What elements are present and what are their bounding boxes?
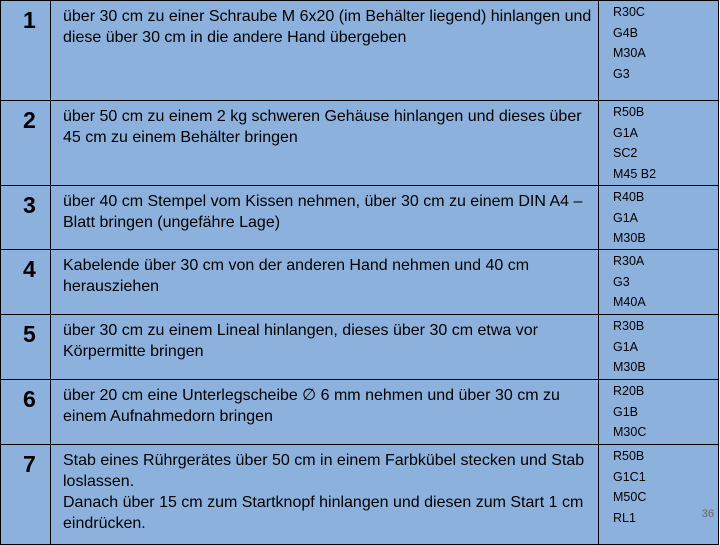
code-item: G1A (613, 125, 639, 140)
code-item: M30B (613, 360, 646, 374)
description-line: Stab eines Rührgerätes über 50 cm in einem Farbkübel stecken und Stab loslassen. (63, 452, 585, 490)
code-item: G4B (613, 25, 639, 40)
code-item: R50B (613, 449, 645, 463)
row-description (51, 250, 599, 315)
row-codes (599, 380, 719, 445)
row-number: 3 (1, 186, 51, 250)
description-line: über 40 cm Stempel vom Kissen nehmen, über 30 cm zu einem DIN A4 – Blatt bringen (ungefähre Lage) (63, 193, 583, 231)
description-line: Kabelende über 30 cm von der anderen Hand nehmen und 40 cm herausziehen (63, 257, 530, 295)
code-item: R20B (613, 384, 645, 398)
description-line: Danach über 15 cm zum Startknopf hinlangen und diesen zum Start 1 cm eindrücken. (63, 494, 584, 532)
row-description (51, 1, 599, 101)
code-item: M45 B2 (613, 166, 657, 181)
table-row (1, 1, 719, 101)
row-number: 4 (1, 250, 51, 315)
code-item: R50B (613, 105, 645, 119)
code-item: RL1 (613, 510, 636, 525)
code-item: SC2 (613, 146, 638, 160)
row-codes (599, 1, 719, 101)
table-row (1, 315, 719, 380)
code-item: M50C (613, 490, 647, 504)
row-description (51, 186, 599, 250)
row-codes (599, 101, 719, 186)
table-row (1, 101, 719, 186)
code-item: G3 (613, 274, 630, 289)
row-description (51, 315, 599, 380)
row-description (51, 380, 599, 445)
table-row (1, 380, 719, 445)
code-item: G3 (613, 66, 630, 81)
code-item: R30B (613, 319, 645, 333)
row-number: 1 (1, 1, 51, 101)
code-item: M30B (613, 231, 646, 245)
description-line: über 20 cm eine Unterlegscheibe ∅ 6 mm nehmen und über 30 cm zu einem Aufnahmedorn bringen (63, 387, 560, 425)
row-number: 7 (1, 445, 51, 545)
row-codes (599, 315, 719, 380)
row-codes (599, 186, 719, 250)
description-line: über 50 cm zu einem 2 kg schweren Gehäuse hinlangen und dieses über 45 cm zu einem Behälter bringen (63, 108, 582, 146)
code-item: M30C (613, 425, 647, 439)
code-item: G1C1 (613, 469, 646, 484)
code-item: G1A (613, 210, 639, 225)
code-item: M30A (613, 46, 646, 60)
row-description (51, 445, 599, 545)
code-item: R40B (613, 190, 645, 204)
description-line: über 30 cm zu einem Lineal hinlangen, dieses über 30 cm etwa vor Körpermitte bringen (63, 322, 538, 360)
code-item: G1B (613, 404, 639, 419)
description-line: über 30 cm zu einer Schraube M 6x20 (im Behälter liegend) hinlangen und diese über 30 cm in die andere Hand übergeben (63, 8, 592, 46)
table-row (1, 445, 719, 545)
row-codes (599, 445, 719, 545)
row-description (51, 101, 599, 186)
row-number: 2 (1, 101, 51, 186)
code-item: R30A (613, 254, 645, 268)
table-row (1, 250, 719, 315)
code-item: M40A (613, 295, 646, 309)
row-number: 5 (1, 315, 51, 380)
row-number: 6 (1, 380, 51, 445)
page-number: 36 (701, 507, 714, 520)
code-item: R30C (613, 5, 645, 19)
code-item: G1A (613, 339, 639, 354)
row-codes (599, 250, 719, 315)
table-row (1, 186, 719, 250)
